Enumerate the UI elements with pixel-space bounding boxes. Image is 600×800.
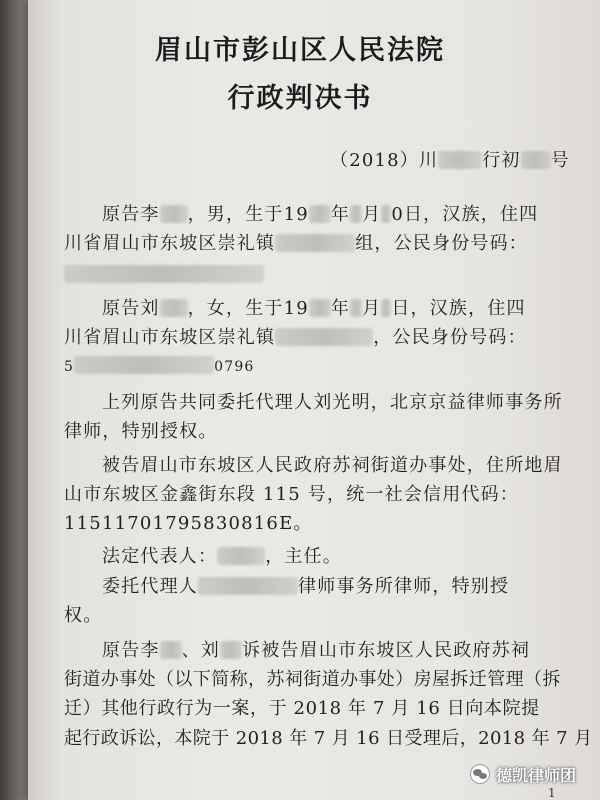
defendant-line2: 山市东坡区金鑫街东段 115 号，统一社会信用代码： bbox=[64, 484, 519, 505]
text: 原告李 bbox=[102, 640, 160, 661]
agent-line2: 律师，特别授权。 bbox=[64, 421, 218, 442]
redaction bbox=[350, 205, 362, 223]
entrusted-agent-line1 bbox=[102, 576, 509, 598]
text: 日，汉族，住四 bbox=[391, 298, 526, 319]
entrusted-agent-line2: 权。 bbox=[64, 605, 103, 626]
legal-representative bbox=[102, 546, 342, 568]
redaction bbox=[521, 151, 551, 169]
text: 原告李 bbox=[102, 204, 160, 225]
text: ，男，生于19 bbox=[187, 204, 309, 225]
defendant-line1: 被告眉山市东坡区人民政府苏祠街道办事处，住所地眉 bbox=[102, 455, 563, 476]
watermark-text: 德凯律师团 bbox=[496, 765, 577, 785]
redaction bbox=[381, 205, 391, 223]
defendant-credit-code: 11511701795830816E。 bbox=[64, 513, 313, 534]
redaction bbox=[309, 299, 331, 317]
text: 5 bbox=[64, 359, 75, 375]
body-line2: 街道办事处（以下简称，苏祠街道办事处）房屋拆迁管理（拆 bbox=[64, 669, 561, 690]
plaintiff2-line2 bbox=[64, 327, 527, 349]
text: 法定代表人： bbox=[102, 546, 218, 567]
case-number-prefix: （2018）川 bbox=[330, 150, 439, 171]
redaction bbox=[74, 356, 214, 374]
watermark bbox=[470, 762, 576, 786]
plaintiff1-id-line bbox=[64, 264, 264, 286]
text: 年 bbox=[330, 298, 351, 319]
text: 川省眉山市东坡区崇礼镇 bbox=[64, 327, 276, 348]
text: 、刘 bbox=[181, 640, 221, 661]
redaction bbox=[198, 577, 298, 595]
plaintiff1-line2 bbox=[64, 233, 528, 255]
case-number-suffix: 号 bbox=[550, 150, 570, 171]
text: 律师事务所律师，特别授 bbox=[298, 576, 510, 597]
redaction bbox=[275, 234, 355, 252]
text: ，公民身份号码： bbox=[373, 327, 527, 348]
text: 川省眉山市东坡区崇礼镇 bbox=[64, 233, 276, 254]
book-spine-edge bbox=[0, 0, 28, 800]
redaction bbox=[275, 328, 373, 346]
redaction bbox=[160, 205, 188, 223]
document-type: 行政判决书 bbox=[227, 83, 373, 114]
body-line1 bbox=[102, 640, 530, 662]
text: 0796 bbox=[214, 359, 255, 375]
redaction bbox=[160, 641, 182, 659]
text: 月 bbox=[362, 204, 382, 225]
text: ，女，生于19 bbox=[187, 298, 309, 319]
page-number: 1 bbox=[548, 786, 556, 800]
redaction bbox=[64, 265, 264, 283]
text: 组，公民身份号码： bbox=[355, 233, 529, 254]
text: ，主任。 bbox=[265, 546, 343, 567]
body-line4: 起行政诉讼，本院于 2018 年 7 月 16 日受理后，2018 年 7 月 bbox=[64, 728, 593, 749]
case-number-mid: 行初 bbox=[482, 150, 521, 171]
body-line3: 迁）其他行政行为一案，于 2018 年 7 月 16 日向本院提 bbox=[64, 698, 540, 719]
text: 年 bbox=[330, 204, 351, 225]
plaintiff2-line1 bbox=[102, 298, 526, 320]
redaction bbox=[217, 547, 265, 565]
court-name: 眉山市彭山区人民法院 bbox=[155, 35, 445, 66]
text: 原告刘 bbox=[102, 298, 160, 319]
plaintiff2-id-line bbox=[64, 356, 255, 378]
redaction bbox=[220, 641, 242, 659]
redaction bbox=[438, 151, 482, 169]
case-number bbox=[330, 150, 570, 172]
text: 委托代理人 bbox=[102, 576, 198, 597]
redaction bbox=[160, 299, 188, 317]
redaction bbox=[350, 299, 362, 317]
text: 月 bbox=[362, 298, 382, 319]
redaction bbox=[381, 299, 391, 317]
redaction bbox=[309, 205, 331, 223]
text: 0日，汉族，住四 bbox=[391, 204, 539, 225]
text: 诉被告眉山市东坡区人民政府苏祠 bbox=[242, 640, 531, 661]
plaintiff1-line1 bbox=[102, 204, 538, 226]
agent-line1: 上列原告共同委托代理人刘光明，北京京益律师事务所 bbox=[102, 392, 563, 413]
wechat-icon bbox=[470, 764, 490, 784]
